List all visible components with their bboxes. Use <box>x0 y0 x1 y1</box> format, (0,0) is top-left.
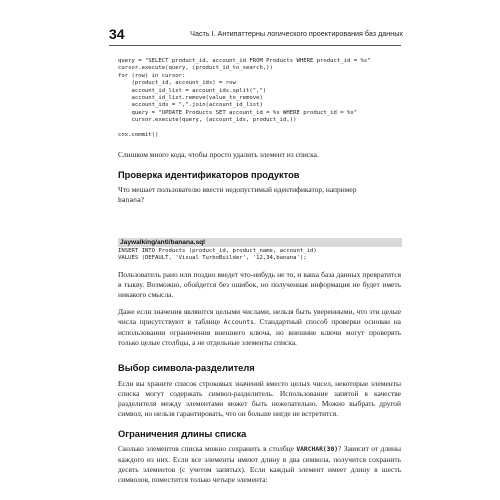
code-line: query = "SELECT product_id, account_id FROM Products WHERE product_id = %s" <box>118 58 371 64</box>
inline-code: VARCHAR(30) <box>296 446 339 453</box>
paragraph <box>118 185 401 206</box>
paragraph-text: Что мешает пользователю ввести недопустимый идентификатор, например <box>118 185 357 194</box>
header-rule <box>109 45 401 46</box>
code-line: INSERT INTO Products (product_id, product_name, account_id) <box>118 248 317 254</box>
code-line: account_id_list = account_ids.split(",") <box>118 87 267 94</box>
paragraph-text: Даже если значения являются целыми числами, нельзя быть уверенными, что эти целые числа присутствуют в таблице <box>118 307 401 327</box>
paragraph: Пользователь рано или поздно введет что-нибудь не то, и ваша база данных превратится в тыкву. Возможно, обойдется без ошибок, но полученная информация не будет иметь никакого смысла. <box>118 270 401 300</box>
inline-code: banana <box>118 197 141 205</box>
paragraph: Слишком много кода, чтобы просто удалить элемент из списка. <box>118 150 319 159</box>
paragraph-text: ? <box>140 195 145 205</box>
section-heading-delimiter: Выбор символа-разделителя <box>118 363 255 373</box>
code-line: cnx.commit() <box>118 132 159 139</box>
code-line: account_id_list.remove(value_to_remove) <box>118 95 263 102</box>
inline-code: Accounts <box>223 319 254 327</box>
paragraph-text: . Стандартный способ проверки основан на использовании ограничения внешнего ключа, но внешние ключи могут проверять только целые столбцы, а не отдельные элементы списка. <box>118 317 401 348</box>
code-line: VALUES (DEFAULT, 'Visual TurboBuilder', '12,34,banana'); <box>118 255 307 262</box>
code-line: query = "UPDATE Products SET account_id = %s WHERE product_id = %s" <box>118 109 358 116</box>
section-heading-product-ids: Проверка идентификаторов продуктов <box>118 170 300 180</box>
code-line: (product_id, account_ids) = row <box>118 80 236 87</box>
code-listing-sql <box>118 248 317 263</box>
paragraph <box>118 444 401 485</box>
code-line: cursor.execute(query, (product_id_to_search,)) <box>118 65 273 72</box>
code-line: cursor.execute(query, (account_ids, product_id,)) <box>118 117 297 124</box>
running-title: Часть I. Антипаттерны логического проектирования баз данных <box>190 29 403 38</box>
section-heading-list-length: Ограничения длины списка <box>118 429 247 439</box>
paragraph-text: Сколько элементов списка можно сохранить в столбце <box>118 444 297 453</box>
code-listing-python <box>118 58 371 139</box>
code-line: for (row) in cursor: <box>118 72 186 79</box>
paragraph: Если вы храните список строковых значений вместо целых чисел, некоторые элементы списка могут содержать символ-разделитель. Использование запятой в качестве разделителя между элементами может быть нежелательно. Можно выбрать другой символ, но нельзя гарантировать, что он больше нигде не встретится. <box>118 379 401 419</box>
page-number: 34 <box>109 26 125 42</box>
file-name: Jaywalking/anti/banana.sql <box>120 239 206 246</box>
code-line: account_ids = ",".join(account_id_list) <box>118 102 263 109</box>
paragraph <box>118 307 401 348</box>
paragraph-text: ? Зависит от длины каждого из них. Если все элементы имеют длину в два символа, получится сохранить десять элементов (с учетом запятых). Если каждый элемент имеет длину в шесть символов, поместится только четыре элемента: <box>118 444 402 485</box>
